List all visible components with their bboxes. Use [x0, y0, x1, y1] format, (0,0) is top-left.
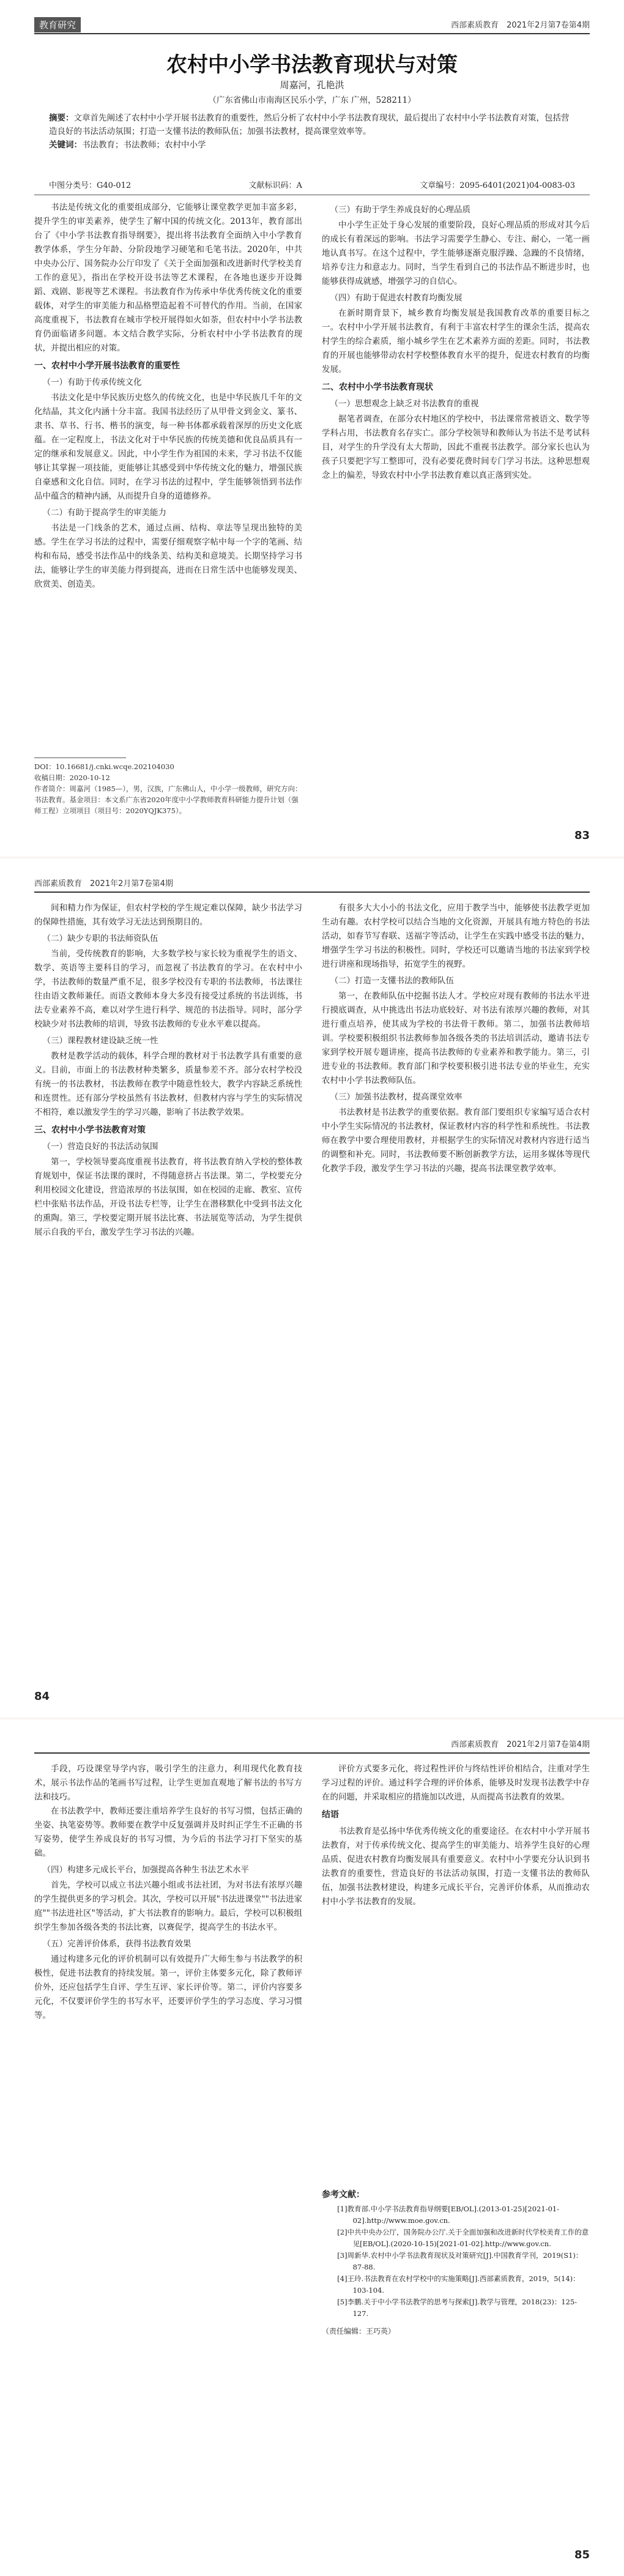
subsection-heading: （三）课程教材建设缺乏统一性: [42, 1036, 158, 1046]
abstract: [49, 111, 575, 152]
subsection-heading: （二）缺少专职的书法师资队伍: [42, 934, 158, 944]
paragraph: 首先，学校可以成立书法兴趣小组或书法社团，为对书法有浓厚兴趣的学生提供更多的学习机会。其次，学校可以开展"书法进课堂""书法进家庭""书法进社区"等活动，扩大书法教育的影响力。最后，学校可以积极组织学生参加各级各类的书法比赛，以赛促学，提高学生的书法水平。: [34, 1880, 302, 1932]
paragraph: 在新时期背景下，城乡教育均衡发展是我国教育改革的重要目标之一。农村中小学开展书法教育，有利于丰富农村学生的课余生活，提高农村学生的综合素质，缩小城乡学生在艺术素养方面的差距。同时，书法教育的开展也能够带动农村学校整体教育水平的提升，促进农村教育的均衡发展。: [322, 308, 590, 374]
references: [322, 2184, 590, 2337]
paragraph: 书法是一门线条的艺术，通过点画、结构、章法等呈现出独特的美感。学生在学习书法的过程中，需要仔细观察字帖中每一个字的笔画、结构和布局，感受书法作品中的线条美、结构美和意境美。长期坚持学习书法，能够让学生的审美能力得到提高，进而在日常生活中也能够发现美、欣赏美、创造美。: [34, 523, 302, 589]
paragraph: 第一，在教师队伍中挖掘书法人才。学校应对现有教师的书法水平进行摸底调查，从中挑选出书法功底较好、对书法有浓厚兴趣的教师，对其进行重点培养，使其成为学校的书法骨干教师。第二，加强书法教师培训。学校要积极组织书法教师参加各级各类的书法培训活动，邀请书法专家到学校开展专题讲座，提高书法教师的专业素养和教学能力。第三，引进专业的书法教师。教育部门和学校要积极引进书法专业的毕业生，充实农村中小学书法教师队伍。: [322, 991, 590, 1085]
page-number: 85: [574, 2548, 590, 2561]
subsection-heading: （四）有助于促进农村教育均衡发展: [330, 293, 462, 303]
abstract-label: 摘要：: [49, 113, 74, 123]
section-heading: 二、农村中小学书法教育现状: [322, 382, 433, 392]
clc-number: 中图分类号：G40-012: [49, 181, 132, 190]
paragraph: 据笔者调查，在部分农村地区的学校中，书法课常常被语文、数学等学科占用，书法教育名存实亡。部分学校领导和教师认为书法不是考试科目，对学生的升学没有太大帮助，因此不重视书法教学。部分家长也认为孩子只要把字写工整即可，没有必要花费时间专门学习书法。这种思想观念上的偏差，导致农村中小学书法教育难以真正落到实处。: [322, 414, 590, 480]
footnote: [34, 761, 302, 816]
page-3: [0, 1719, 624, 2576]
paragraph: 在书法教学中，教师还要注重培养学生良好的书写习惯，包括正确的坐姿、执笔姿势等。教师要在教学中反复强调并及时纠正学生不正确的书写姿势，使学生养成良好的书写习惯，为今后的书法学习打下坚实的基础。: [34, 1806, 302, 1858]
subsection-heading: （一）营造良好的书法活动氛围: [42, 1142, 158, 1152]
page-2: [0, 858, 624, 1718]
page-header: [34, 18, 590, 34]
subsection-heading: （三）加强书法教材，提高课堂效率: [330, 1092, 462, 1102]
section-heading: 结语: [322, 1810, 339, 1820]
received-date: 收稿日期：2020-10-12: [34, 773, 110, 782]
reference-item: [5]李鹏.关于中小学书法教学的思考与探索[J].教学与管理，2018(23)：125-127.: [337, 2298, 578, 2318]
doi: DOI：10.16681/j.cnki.wcqe.202104030: [34, 762, 174, 771]
subsection-heading: （一）思想观念上缺乏对书法教育的重视: [330, 399, 479, 409]
paragraph: 评价方式要多元化，将过程性评价与终结性评价相结合，注重对学生学习过程的评价。通过科学合理的评价体系，能够及时发现书法教学中存在的问题，并采取相应的措施加以改进，从而提高书法教育的效果。: [322, 1764, 590, 1802]
column-left: [34, 901, 302, 1240]
keywords-label: 关键词：: [49, 140, 82, 150]
paragraph: 书法文化是中华民族历史悠久的传统文化，也是中华民族几千年的文化结晶，其文化内涵十分丰富。我国书法经历了从甲骨文到金文、篆书、隶书、草书、行书、楷书的演变，每一种书体都承载着深厚的历史文化底蕴。在一定程度上，书法文化对于中华民族的传统美德和优良品质具有一定的继承和发展意义。因此，中小学生作为祖国的未来，学习书法不仅能够让其掌握一项技能，更能够让其感受到中华传统文化的魅力，增强民族自豪感和文化自信。同时，在学习书法的过程中，学生能够领悟到书法作品中蕴含的精神内涵，从而提升自身的道德修养。: [34, 393, 302, 501]
paragraph: 书法是传统文化的重要组成部分，它能够让课堂教学更加丰富多彩，提升学生的审美素养，使学生了解中国的传统文化。2013年，教育部出台了《中小学书法教育指导纲要》，提出将书法教育全面纳入中小学教育教学体系，学生分年龄、分阶段地学习硬笔和毛笔书法。2020年，中共中央办公厅、国务院办公厅印发了《关于全面加强和改进新时代学校美育工作的意见》，指出在学校开设书法等艺术课程，在各地也逐步开设舞蹈、戏剧、影视等艺术课程。书法教育作为传承中华优秀传统文化的重要载体，对学生的审美能力和品格塑造起着不可替代的作用。当前，在国家高度重视下，书法教育在城市学校开展得如火如荼，但农村中小学书法教育仍面临诸多问题。本文结合教学实际，分析农村中小学书法教育的现状，并提出相应的对策。: [34, 203, 302, 353]
document-code: 文献标识码：A: [248, 181, 302, 190]
journal-info: 西部素质教育 2021年2月第7卷第4期: [451, 1740, 590, 1749]
abstract-text: 文章首先阐述了农村中小学开展书法教育的重要性，然后分析了农村中小学书法教育现状，最后提出了农村中小学书法教育对策，包括营造良好的书法活动氛围；打造一支懂书法的教师队伍；加强书法教材，提高课堂效率等。: [49, 113, 570, 136]
meta-row: [49, 179, 575, 190]
authors: 周嘉河，孔艳洪: [280, 80, 344, 91]
page-number: 84: [34, 1690, 50, 1703]
article-title: 农村中小学书法教育现状与对策: [166, 53, 458, 77]
page-header: [34, 1738, 590, 1754]
keywords-text: 书法教育；书法教师；农村中小学: [82, 140, 206, 150]
paragraph: 中小学生正处于身心发展的重要阶段，良好心理品质的形成对其今后的成长有着深远的影响。书法学习需要学生静心、专注、耐心，一笔一画地认真书写。在这个过程中，学生能够逐渐克服浮躁、急躁的不良情绪，培养专注力和意志力。同时，当学生看到自己的书法作品不断进步时，也能够获得成就感，增强学习的自信心。: [322, 220, 590, 286]
page-1: [0, 0, 624, 857]
column-right: [322, 1762, 590, 1909]
paragraph: 有很多大大小小的书法文化，应用于教学当中，能够使书法教学更加生动有趣。农村学校可以结合当地的文化资源，开展具有地方特色的书法活动，如春节写春联、送福字等活动，让学生在实践中感受书法的魅力，增强学生学习书法的积极性。同时，学校还可以邀请当地的书法家到学校进行讲座和现场指导，拓宽学生的视野。: [322, 903, 590, 969]
paragraph: 书法教育是弘扬中华优秀传统文化的重要途径。在农村中小学开展书法教育，对于传承传统文化、提高学生的审美能力、培养学生良好的心理品质、促进农村教育均衡发展具有重要意义。农村中小学要充分认识到书法教育的重要性，营造良好的书法活动氛围，打造一支懂书法的教师队伍，加强书法教材建设，构建多元成长平台，完善评价体系，从而推动农村中小学书法教育的发展。: [322, 1826, 590, 1907]
editor-note: （责任编辑：王巧英）: [322, 2327, 396, 2336]
journal-info: 西部素质教育 2021年2月第7卷第4期: [34, 879, 173, 888]
paragraph: 教材是教学活动的载体，科学合理的教材对于书法教学具有重要的意义。目前，市面上的书法教材种类繁多，质量参差不齐。部分农村学校没有统一的书法教材，书法教师在教学中随意性较大，教学内容缺乏系统性和连贯性。还有部分学校虽然有书法教材，但教材内容与学生的实际情况不相符，难以激发学生的学习兴趣，影响了书法教学效果。: [34, 1051, 302, 1117]
column-right: [322, 901, 590, 1176]
reference-item: [2]中共中央办公厅，国务院办公厅.关于全面加强和改进新时代学校美育工作的意见[EB/OL].(2020-10-15)[2021-01-02].http://www.gov.cn.: [337, 2228, 589, 2248]
reference-item: [4]王玲.书法教育在农村学校中的实施策略[J].西部素质教育，2019，5(14)：103-104.: [337, 2274, 580, 2295]
section-heading: 一、农村中小学开展书法教育的重要性: [34, 361, 180, 371]
affiliation: （广东省佛山市南海区民乐小学，广东 广州，528211）: [208, 95, 416, 105]
page-number: 83: [574, 829, 590, 842]
paragraph: 间和精力作为保证，但农村学校的学生规定难以保障，缺少书法学习的保障性措施，其有效学习无法达到预期目的。: [34, 903, 302, 927]
subsection-heading: （二）打造一支懂书法的教师队伍: [330, 976, 454, 986]
column-left: [34, 201, 302, 592]
paragraph: 第一，学校领导要高度重视书法教育，将书法教育纳入学校的整体教育规划中，保证书法课的课时，不得随意挤占书法课。第二，学校要充分利用校园文化建设，营造浓厚的书法氛围，如在校园的走廊、教室、宣传栏中张贴书法作品，开设书法专栏等，让学生在潜移默化中受到书法文化的熏陶。第三，学校要定期开展书法比赛、书法展览等活动，为学生提供展示自我的平台，激发学生学习书法的兴趣。: [34, 1157, 302, 1237]
paragraph: 手段，巧设课堂导学内容，吸引学生的注意力，利用现代化教育技术，展示书法作品的笔画书写过程，让学生更加直观地了解书法的书写方法和技巧。: [34, 1764, 302, 1802]
author-info: 作者简介：周嘉河（1985—），男，汉族，广东佛山人，中小学一级教师，研究方向：书法教育。基金项目：本文系广东省2020年度中小学教师教育科研能力提升计划（强师工程）立项项目（项目号：2020YQJK375）。: [34, 784, 302, 815]
subsection-heading: （一）有助于传承传统文化: [42, 378, 142, 387]
subsection-heading: （五）完善评价体系，获得书法教育效果: [42, 1939, 191, 1949]
section-tag: 教育研究: [34, 17, 81, 32]
reference-list: [322, 2203, 590, 2320]
reference-item: [1]教育部.中小学书法教育指导纲要[EB/OL].(2013-01-25)[2021-01-02].http://www.moe.gov.cn.: [337, 2205, 560, 2225]
column-right: [322, 201, 590, 483]
paragraph: 书法教材是书法教学的重要依据。教育部门要组织专家编写适合农村中小学生实际情况的书法教材，保证教材内容的科学性和系统性。书法教师在教学中要合理使用教材，并根据学生的实际情况对教材内容进行适当的调整和补充。同时，书法教师要不断创新教学方法，运用多媒体等现代化教学手段，激发学生学习书法的兴趣，提高书法课堂教学效率。: [322, 1107, 590, 1174]
article-number: 文章编号：2095-6401(2021)04-0083-03: [420, 181, 575, 190]
paragraph: 通过构建多元化的评价机制可以有效提升广大师生参与书法教学的积极性，促进书法教育的持续发展。第一，评价主体要多元化，除了教师评价外，还应包括学生自评、学生互评、家长评价等。第二，评价内容要多元化，不仅要评价学生的书写水平，还要评价学生的学习态度、学习习惯等。: [34, 1954, 302, 2020]
section-heading: 三、农村中小学书法教育对策: [34, 1125, 146, 1135]
paragraph: 当前，受传统教育的影响，大多数学校与家长较为重视学生的语文、数学、英语等主要科目的学习，而忽视了书法教育的学习。在农村中小学，书法教师的数量严重不足，很多学校没有专职的书法教师，书法课往往由语文教师兼任。而语文教师本身大多没有接受过系统的书法训练，书法专业素养不高，难以对学生进行科学、规范的书法指导。同时，部分学校缺少对书法教师的培训，导致书法教师的专业水平难以提高。: [34, 949, 302, 1029]
column-left: [34, 1762, 302, 2023]
reference-item: [3]周新华.农村中小学书法教育现状及对策研究[J].中国教育学刊，2019(S1)：87-88.: [337, 2251, 583, 2271]
subsection-heading: （二）有助于提高学生的审美能力: [42, 508, 166, 518]
subsection-heading: （四）构建多元成长平台，加强提高各种生书法艺术水平: [42, 1865, 249, 1875]
references-title: 参考文献：: [322, 2190, 365, 2200]
subsection-heading: （三）有助于学生养成良好的心理品质: [330, 205, 470, 215]
page-header: [34, 877, 590, 893]
journal-info: 西部素质教育 2021年2月第7卷第4期: [451, 21, 590, 30]
